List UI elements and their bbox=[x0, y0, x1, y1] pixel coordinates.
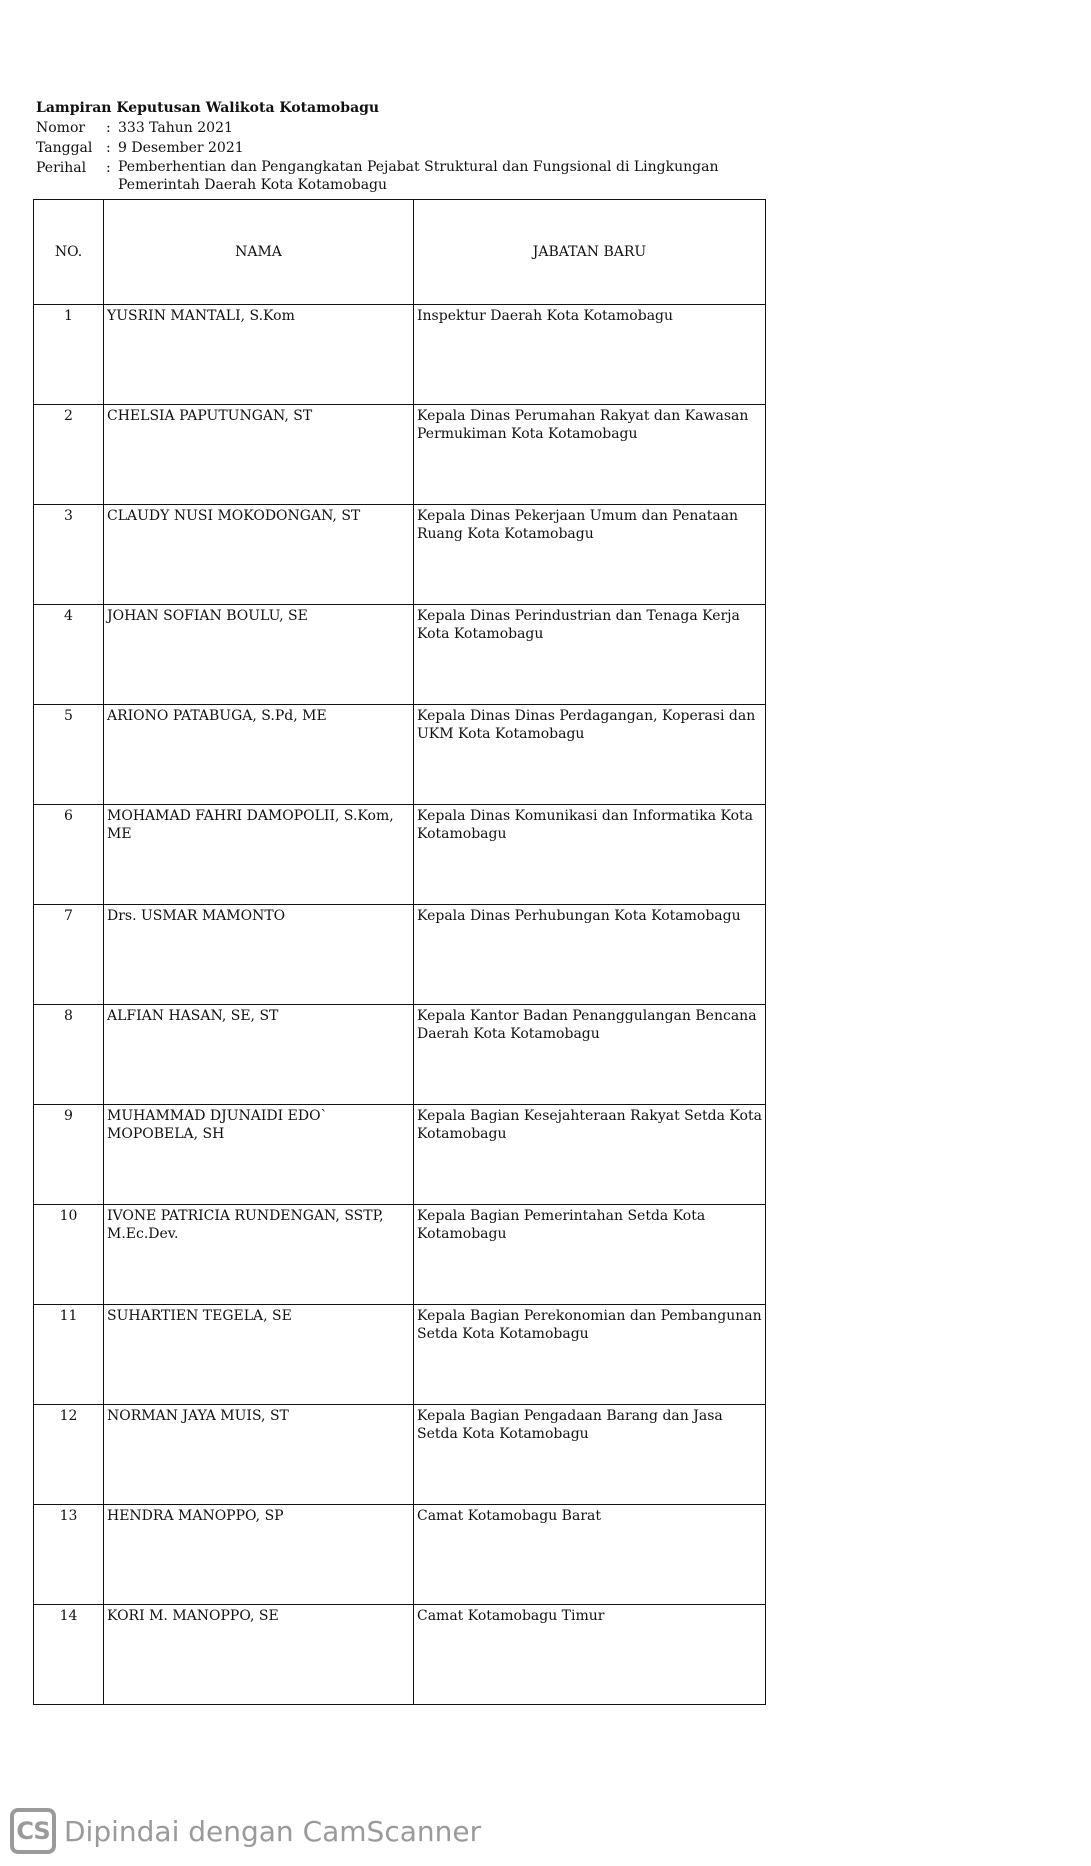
row-number: 3 bbox=[34, 505, 104, 605]
row-jabatan: Kepala Dinas Komunikasi dan Informatika Kota Kotamobagu bbox=[414, 805, 766, 905]
row-nama: NORMAN JAYA MUIS, ST bbox=[104, 1405, 414, 1505]
row-nama: HENDRA MANOPPO, SP bbox=[104, 1505, 414, 1605]
row-nama: KORI M. MANOPPO, SE bbox=[104, 1605, 414, 1705]
row-jabatan: Kepala Bagian Kesejahteraan Rakyat Setda Kota Kotamobagu bbox=[414, 1105, 766, 1205]
table-row bbox=[34, 905, 766, 1005]
row-jabatan: Kepala Dinas Pekerjaan Umum dan Penataan Ruang Kota Kotamobagu bbox=[414, 505, 766, 605]
nomor-value: 333 Tahun 2021 bbox=[118, 120, 233, 136]
row-nama: YUSRIN MANTALI, S.Kom bbox=[104, 305, 414, 405]
row-nama: JOHAN SOFIAN BOULU, SE bbox=[104, 605, 414, 705]
row-number: 14 bbox=[34, 1605, 104, 1705]
row-nama: SUHARTIEN TEGELA, SE bbox=[104, 1305, 414, 1405]
row-number: 9 bbox=[34, 1105, 104, 1205]
camscanner-watermark bbox=[10, 1808, 481, 1854]
table-row bbox=[34, 1505, 766, 1605]
table-row bbox=[34, 605, 766, 705]
tanggal-separator: : bbox=[106, 140, 111, 156]
row-jabatan: Kepala Dinas Perumahan Rakyat dan Kawasan Permukiman Kota Kotamobagu bbox=[414, 405, 766, 505]
row-jabatan: Kepala Bagian Perekonomian dan Pembangunan Setda Kota Kotamobagu bbox=[414, 1305, 766, 1405]
nomor-label: Nomor bbox=[36, 120, 86, 136]
row-nama: CLAUDY NUSI MOKODONGAN, ST bbox=[104, 505, 414, 605]
column-header-jabatan: JABATAN BARU bbox=[414, 200, 766, 305]
row-number: 12 bbox=[34, 1405, 104, 1505]
row-number: 10 bbox=[34, 1205, 104, 1305]
row-jabatan: Kepala Bagian Pemerintahan Setda Kota Kotamobagu bbox=[414, 1205, 766, 1305]
document-header bbox=[36, 98, 776, 194]
column-header-nama: NAMA bbox=[104, 200, 414, 305]
perihal-value: Pemberhentian dan Pengangkatan Pejabat Struktural dan Fungsional di Lingkungan Pemerintah Daerah Kota Kotamobagu bbox=[118, 159, 719, 193]
tanggal-value: 9 Desember 2021 bbox=[118, 140, 244, 156]
row-nama: Drs. USMAR MAMONTO bbox=[104, 905, 414, 1005]
watermark-text: Dipindai dengan CamScanner bbox=[64, 1814, 482, 1848]
tanggal-label: Tanggal bbox=[36, 140, 93, 156]
table-row bbox=[34, 1005, 766, 1105]
row-number: 13 bbox=[34, 1505, 104, 1605]
row-number: 1 bbox=[34, 305, 104, 405]
table-row bbox=[34, 1305, 766, 1405]
camscanner-logo-icon: CS bbox=[10, 1808, 56, 1854]
officials-table bbox=[33, 199, 766, 1705]
perihal-separator: : bbox=[106, 160, 111, 176]
row-nama: MOHAMAD FAHRI DAMOPOLII, S.Kom, ME bbox=[104, 805, 414, 905]
row-number: 5 bbox=[34, 705, 104, 805]
row-jabatan: Kepala Dinas Dinas Perdagangan, Koperasi dan UKM Kota Kotamobagu bbox=[414, 705, 766, 805]
perihal-row bbox=[36, 158, 776, 194]
table-row bbox=[34, 705, 766, 805]
perihal-label: Perihal bbox=[36, 160, 87, 176]
row-jabatan: Camat Kotamobagu Barat bbox=[414, 1505, 766, 1605]
row-jabatan: Kepala Bagian Pengadaan Barang dan Jasa Setda Kota Kotamobagu bbox=[414, 1405, 766, 1505]
row-number: 4 bbox=[34, 605, 104, 705]
row-nama: MUHAMMAD DJUNAIDI EDO` MOPOBELA, SH bbox=[104, 1105, 414, 1205]
document-title: Lampiran Keputusan Walikota Kotamobagu bbox=[36, 100, 380, 116]
row-jabatan: Kepala Dinas Perindustrian dan Tenaga Kerja Kota Kotamobagu bbox=[414, 605, 766, 705]
row-nama: CHELSIA PAPUTUNGAN, ST bbox=[104, 405, 414, 505]
row-number: 6 bbox=[34, 805, 104, 905]
table-row bbox=[34, 805, 766, 905]
nomor-row bbox=[36, 118, 776, 138]
row-jabatan: Inspektur Daerah Kota Kotamobagu bbox=[414, 305, 766, 405]
row-number: 7 bbox=[34, 905, 104, 1005]
table-row bbox=[34, 405, 766, 505]
table-row bbox=[34, 1105, 766, 1205]
row-number: 2 bbox=[34, 405, 104, 505]
row-nama: ALFIAN HASAN, SE, ST bbox=[104, 1005, 414, 1105]
row-jabatan: Kepala Dinas Perhubungan Kota Kotamobagu bbox=[414, 905, 766, 1005]
nomor-separator: : bbox=[106, 120, 111, 136]
row-number: 11 bbox=[34, 1305, 104, 1405]
table-row bbox=[34, 1405, 766, 1505]
row-number: 8 bbox=[34, 1005, 104, 1105]
table-row bbox=[34, 305, 766, 405]
row-nama: ARIONO PATABUGA, S.Pd, ME bbox=[104, 705, 414, 805]
row-jabatan: Kepala Kantor Badan Penanggulangan Bencana Daerah Kota Kotamobagu bbox=[414, 1005, 766, 1105]
table-row bbox=[34, 1605, 766, 1705]
row-jabatan: Camat Kotamobagu Timur bbox=[414, 1605, 766, 1705]
row-nama: IVONE PATRICIA RUNDENGAN, SSTP, M.Ec.Dev. bbox=[104, 1205, 414, 1305]
table-row bbox=[34, 505, 766, 605]
table-row bbox=[34, 1205, 766, 1305]
table-header-row bbox=[34, 200, 766, 305]
column-header-no: NO. bbox=[34, 200, 104, 305]
tanggal-row bbox=[36, 138, 776, 158]
